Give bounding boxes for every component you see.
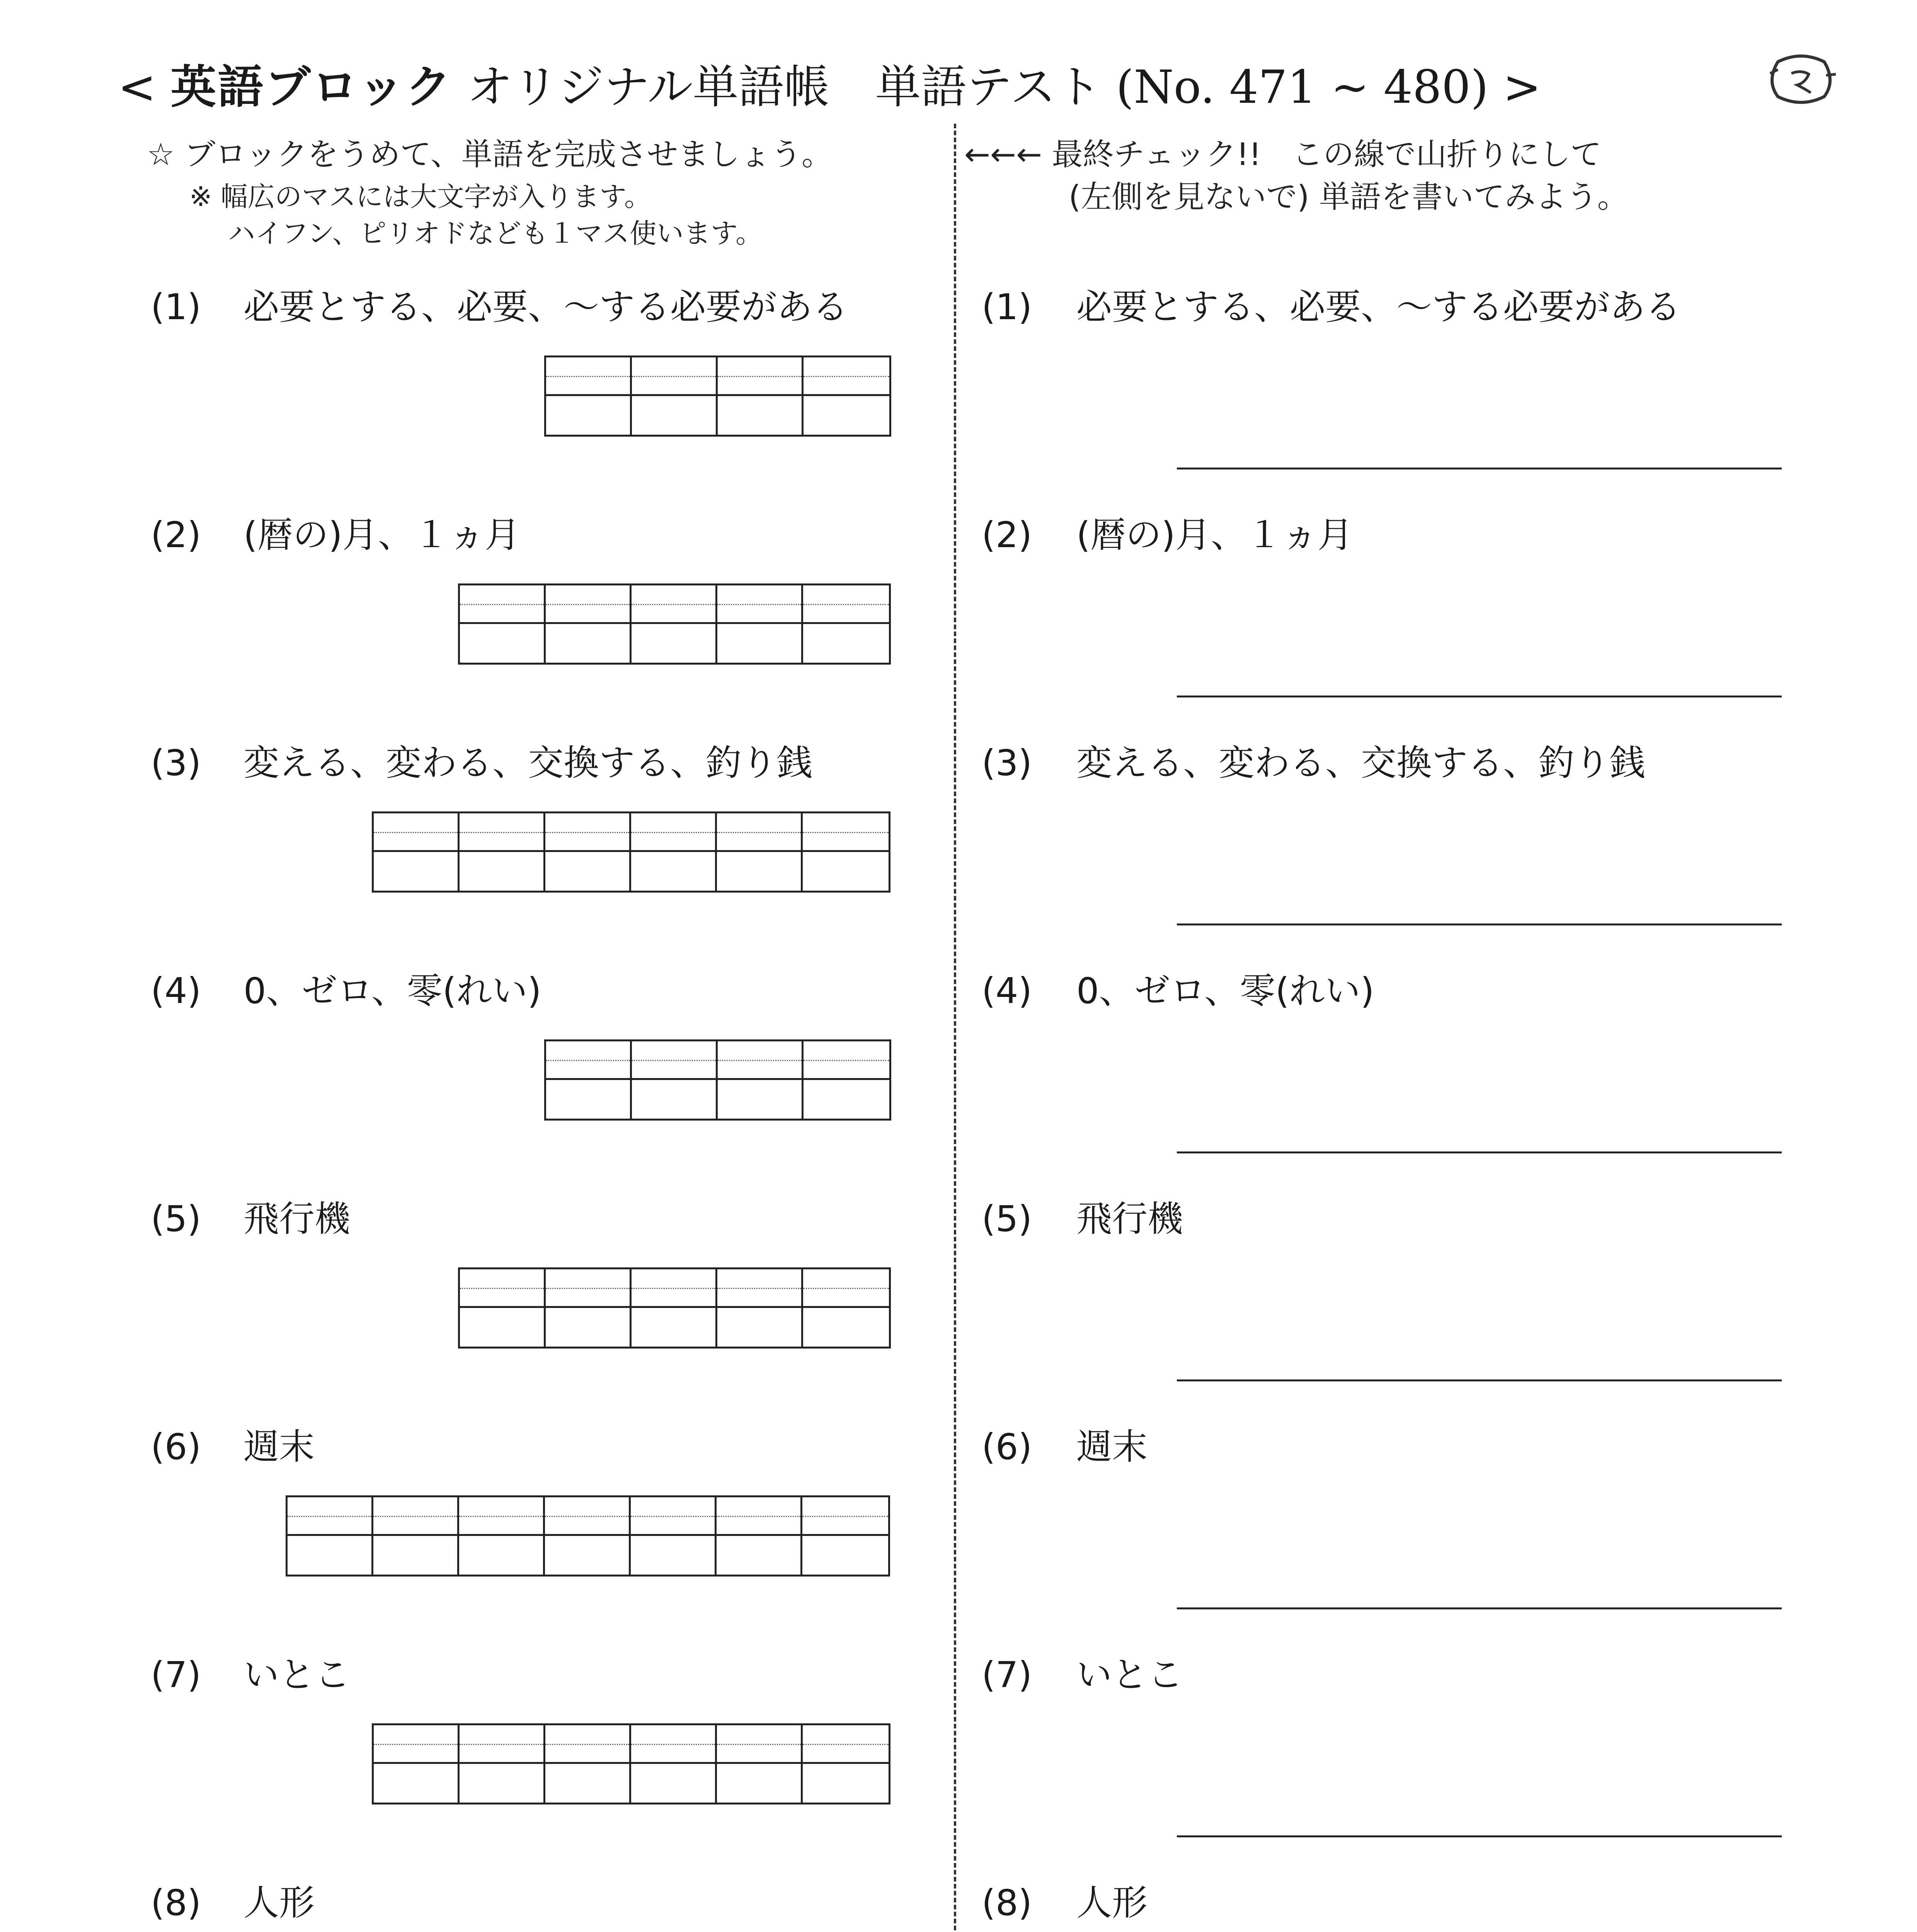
letter-cell[interactable]: [803, 852, 889, 891]
letter-cell[interactable]: [631, 852, 717, 891]
question-number: (1): [151, 286, 201, 328]
letter-cell[interactable]: [460, 852, 545, 891]
mascot-icon: [1762, 46, 1840, 112]
title-number-range: (No. 471 ~ 480): [1116, 60, 1489, 114]
question-text-right: (暦の)月、１ヵ月: [1076, 514, 1353, 556]
letter-cell[interactable]: [374, 1764, 460, 1803]
page-title: [118, 60, 1541, 114]
letter-cell[interactable]: [803, 1725, 889, 1764]
question-number-right: (2): [982, 514, 1032, 556]
letter-cell[interactable]: [374, 1725, 460, 1764]
letter-cell[interactable]: [803, 585, 889, 624]
answer-line[interactable]: [1177, 1607, 1782, 1609]
letter-cell[interactable]: [545, 1725, 631, 1764]
letter-cell[interactable]: [546, 396, 632, 435]
question-text: 変える、変わる、交換する、釣り銭: [243, 742, 813, 784]
letter-cell[interactable]: [459, 1536, 545, 1575]
letter-cell[interactable]: [632, 1269, 717, 1308]
letter-cell[interactable]: [460, 585, 546, 624]
letter-cell[interactable]: [717, 1269, 803, 1308]
letter-cell[interactable]: [632, 1041, 718, 1080]
answer-line[interactable]: [1177, 1835, 1782, 1837]
question-text: 人形: [243, 1882, 315, 1923]
question-number-right: (4): [982, 970, 1032, 1012]
letter-cell[interactable]: [803, 1308, 889, 1347]
letter-block-grid: [372, 1723, 890, 1804]
answer-line[interactable]: [1177, 923, 1782, 925]
letter-cell[interactable]: [460, 1269, 546, 1308]
letter-cell[interactable]: [717, 624, 803, 663]
letter-cell[interactable]: [288, 1536, 373, 1575]
title-open-bracket: <: [118, 60, 156, 114]
answer-line[interactable]: [1177, 1151, 1782, 1153]
question-text-right: 0、ゼロ、零(れい): [1076, 970, 1374, 1012]
instruction-note-hyphen: ハイフン、ピリオドなども１マス使います。: [228, 218, 763, 249]
letter-cell[interactable]: [546, 1080, 632, 1119]
question-text-right: いとこ: [1076, 1654, 1183, 1696]
letter-cell[interactable]: [460, 813, 545, 852]
title-text: オリジナル単語帳 単語テスト: [467, 60, 1102, 114]
question-text: 必要とする、必要、～する必要がある: [243, 286, 848, 328]
question-text: 0、ゼロ、零(れい): [243, 970, 541, 1012]
letter-cell[interactable]: [460, 1308, 546, 1347]
letter-block-grid: [544, 355, 891, 437]
fold-divider: [954, 124, 956, 1932]
question-text: 週末: [243, 1426, 315, 1468]
letter-cell[interactable]: [545, 852, 631, 891]
question-number-right: (5): [982, 1198, 1032, 1240]
answer-line[interactable]: [1177, 1379, 1782, 1381]
letter-cell[interactable]: [632, 1080, 718, 1119]
letter-cell[interactable]: [804, 1080, 889, 1119]
letter-cell[interactable]: [632, 585, 717, 624]
letter-cell[interactable]: [803, 624, 889, 663]
letter-cell[interactable]: [717, 813, 803, 852]
letter-block-grid: [458, 583, 891, 665]
letter-cell[interactable]: [545, 1764, 631, 1803]
letter-cell[interactable]: [546, 1269, 632, 1308]
letter-cell[interactable]: [717, 1764, 803, 1803]
letter-cell[interactable]: [632, 1308, 717, 1347]
question-number-right: (6): [982, 1426, 1032, 1468]
letter-cell[interactable]: [718, 357, 804, 396]
letter-cell[interactable]: [632, 624, 717, 663]
letter-cell[interactable]: [804, 357, 889, 396]
letter-cell[interactable]: [717, 1725, 803, 1764]
letter-cell[interactable]: [545, 1497, 631, 1536]
question-number-right: (3): [982, 742, 1032, 784]
letter-cell[interactable]: [718, 396, 804, 435]
letter-cell[interactable]: [631, 1497, 717, 1536]
question-number: (3): [151, 742, 201, 784]
question-text-right: 週末: [1076, 1426, 1148, 1468]
letter-cell[interactable]: [717, 585, 803, 624]
title-close-bracket: >: [1503, 60, 1541, 114]
question-number-right: (1): [982, 286, 1032, 328]
letter-cell[interactable]: [803, 813, 889, 852]
question-number: (7): [151, 1654, 201, 1696]
letter-cell[interactable]: [546, 1041, 632, 1080]
letter-cell[interactable]: [632, 357, 718, 396]
letter-cell[interactable]: [632, 396, 718, 435]
question-text: (暦の)月、１ヵ月: [243, 514, 520, 556]
letter-cell[interactable]: [717, 1497, 802, 1536]
letter-cell[interactable]: [631, 1536, 717, 1575]
letter-cell[interactable]: [718, 1080, 804, 1119]
letter-cell[interactable]: [717, 852, 803, 891]
letter-cell[interactable]: [545, 1536, 631, 1575]
letter-cell[interactable]: [374, 852, 460, 891]
letter-cell[interactable]: [631, 1764, 717, 1803]
letter-cell[interactable]: [803, 1764, 889, 1803]
question-text-right: 必要とする、必要、～する必要がある: [1076, 286, 1681, 328]
letter-block-grid: [544, 1039, 891, 1121]
instruction-note-uppercase: ※ 幅広のマスには大文字が入ります。: [189, 181, 652, 213]
letter-block-grid: [458, 1267, 891, 1349]
letter-cell[interactable]: [717, 1536, 802, 1575]
logo-text: 英語ブロック: [170, 60, 453, 114]
letter-cell[interactable]: [546, 585, 632, 624]
letter-cell[interactable]: [631, 813, 717, 852]
letter-block-grid: [372, 811, 890, 893]
question-number: (8): [151, 1882, 201, 1923]
letter-cell[interactable]: [373, 1497, 459, 1536]
question-text: いとこ: [243, 1654, 351, 1696]
letter-cell[interactable]: [460, 1725, 545, 1764]
instruction-write-word: (左側を見ないで) 単語を書いてみよう。: [1069, 179, 1628, 215]
letter-cell[interactable]: [804, 396, 889, 435]
letter-cell[interactable]: [374, 813, 460, 852]
question-text: 飛行機: [243, 1198, 351, 1240]
letter-cell[interactable]: [718, 1041, 804, 1080]
question-text-right: 飛行機: [1076, 1198, 1183, 1240]
answer-line[interactable]: [1177, 696, 1782, 697]
question-number-right: (8): [982, 1882, 1032, 1923]
question-number: (4): [151, 970, 201, 1012]
letter-cell[interactable]: [546, 357, 632, 396]
question-number-right: (7): [982, 1654, 1032, 1696]
instruction-main: ☆ ブロックをうめて、単語を完成させましょう。: [147, 136, 833, 172]
question-text-right: 変える、変わる、交換する、釣り銭: [1076, 742, 1646, 784]
letter-cell[interactable]: [288, 1497, 373, 1536]
question-text-right: 人形: [1076, 1882, 1148, 1923]
question-number: (5): [151, 1198, 201, 1240]
instruction-fold-line: ←←← 最終チェック!! この線で山折りにして: [964, 136, 1602, 172]
letter-cell[interactable]: [373, 1536, 459, 1575]
letter-cell[interactable]: [546, 1308, 632, 1347]
letter-cell[interactable]: [802, 1497, 888, 1536]
answer-line[interactable]: [1177, 468, 1782, 469]
question-number: (6): [151, 1426, 201, 1468]
letter-cell[interactable]: [545, 813, 631, 852]
letter-cell[interactable]: [459, 1497, 545, 1536]
letter-cell[interactable]: [460, 1764, 545, 1803]
letter-cell[interactable]: [546, 624, 632, 663]
letter-cell[interactable]: [717, 1308, 803, 1347]
letter-cell[interactable]: [802, 1536, 888, 1575]
question-number: (2): [151, 514, 201, 556]
letter-cell[interactable]: [460, 624, 546, 663]
letter-cell[interactable]: [631, 1725, 717, 1764]
letter-cell[interactable]: [803, 1269, 889, 1308]
letter-cell[interactable]: [804, 1041, 889, 1080]
letter-block-grid: [286, 1495, 890, 1577]
